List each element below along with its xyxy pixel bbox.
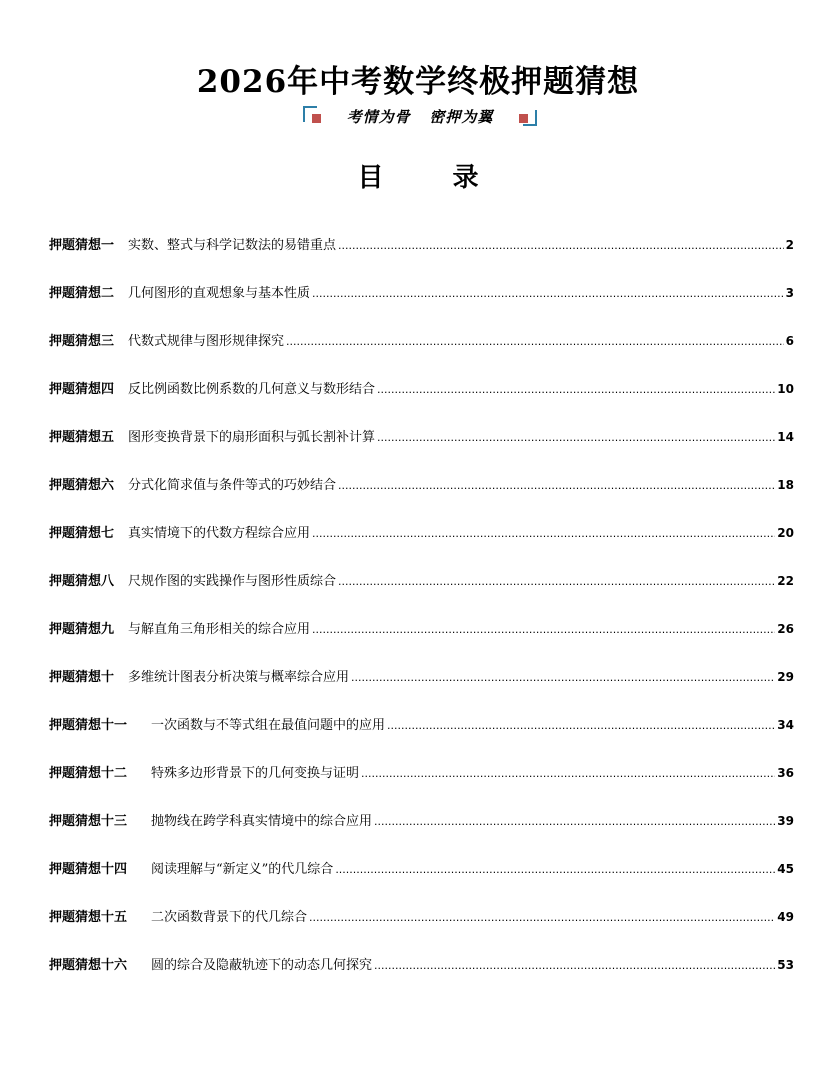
toc-entry-label: 押题猜想二 bbox=[49, 286, 115, 301]
toc-entry-page: 39 bbox=[777, 814, 794, 828]
toc-entry-title: 抛物线在跨学科真实情境中的综合应用 bbox=[151, 814, 373, 829]
toc-dot-leader bbox=[312, 621, 775, 639]
table-of-contents bbox=[49, 236, 794, 1004]
toc-entry-title: 分式化简求值与条件等式的巧妙结合 bbox=[128, 478, 337, 493]
toc-entry-14[interactable] bbox=[49, 860, 794, 908]
toc-entry-title: 反比例函数比例系数的几何意义与数形结合 bbox=[128, 382, 376, 397]
toc-entry-page: 34 bbox=[777, 718, 794, 732]
toc-entry-page: 18 bbox=[777, 478, 794, 492]
toc-dot-leader bbox=[338, 477, 775, 495]
document-title: 2026年中考数学终极押题猜想 bbox=[196, 64, 640, 100]
toc-entry-page: 10 bbox=[777, 382, 794, 396]
toc-entry-label: 押题猜想九 bbox=[49, 622, 115, 637]
toc-entry-title: 实数、整式与科学记数法的易错重点 bbox=[128, 238, 337, 253]
toc-dot-leader bbox=[374, 813, 775, 831]
toc-entry-10[interactable] bbox=[49, 668, 794, 716]
toc-entry-11[interactable] bbox=[49, 716, 794, 764]
toc-dot-leader bbox=[377, 381, 775, 399]
toc-dot-leader bbox=[312, 525, 775, 543]
toc-entry-1[interactable] bbox=[49, 236, 794, 284]
toc-entry-label: 押题猜想十二 bbox=[49, 766, 128, 781]
toc-entry-title: 与解直角三角形相关的综合应用 bbox=[128, 622, 311, 637]
toc-entry-title: 阅读理解与“新定义”的代几综合 bbox=[151, 862, 334, 877]
toc-entry-title: 真实情境下的代数方程综合应用 bbox=[128, 526, 311, 541]
toc-entry-8[interactable] bbox=[49, 572, 794, 620]
right-bracket-decoration bbox=[523, 110, 537, 126]
toc-entry-page: 36 bbox=[777, 766, 794, 780]
toc-entry-5[interactable] bbox=[49, 428, 794, 476]
toc-entry-label: 押题猜想四 bbox=[49, 382, 115, 397]
toc-entry-page: 45 bbox=[777, 862, 794, 876]
toc-dot-leader bbox=[377, 429, 775, 447]
toc-entry-label: 押题猜想五 bbox=[49, 430, 115, 445]
toc-entry-2[interactable] bbox=[49, 284, 794, 332]
toc-entry-label: 押题猜想一 bbox=[49, 238, 115, 253]
toc-entry-title: 圆的综合及隐蔽轨迹下的动态几何探究 bbox=[151, 958, 373, 973]
toc-entry-3[interactable] bbox=[49, 332, 794, 380]
toc-dot-leader bbox=[335, 861, 775, 879]
toc-entry-page: 20 bbox=[777, 526, 794, 540]
toc-entry-title: 二次函数背景下的代几综合 bbox=[151, 910, 308, 925]
toc-entry-page: 26 bbox=[777, 622, 794, 636]
toc-entry-16[interactable] bbox=[49, 956, 794, 1004]
toc-entry-title: 几何图形的直观想象与基本性质 bbox=[128, 286, 311, 301]
toc-dot-leader bbox=[387, 717, 775, 735]
toc-entry-page: 14 bbox=[777, 430, 794, 444]
toc-entry-label: 押题猜想十 bbox=[49, 670, 115, 685]
toc-entry-title: 多维统计图表分析决策与概率综合应用 bbox=[128, 670, 350, 685]
toc-dot-leader bbox=[309, 909, 775, 927]
toc-entry-page: 49 bbox=[777, 910, 794, 924]
toc-heading: 目 录 bbox=[357, 163, 509, 193]
toc-dot-leader bbox=[312, 285, 784, 303]
toc-entry-page: 3 bbox=[785, 286, 794, 300]
toc-entry-label: 押题猜想十五 bbox=[49, 910, 128, 925]
toc-entry-label: 押题猜想十一 bbox=[49, 718, 128, 733]
subtitle-banner bbox=[303, 106, 537, 128]
toc-entry-title: 特殊多边形背景下的几何变换与证明 bbox=[151, 766, 360, 781]
toc-entry-page: 2 bbox=[785, 238, 794, 252]
toc-dot-leader bbox=[361, 765, 775, 783]
toc-entry-13[interactable] bbox=[49, 812, 794, 860]
toc-entry-title: 代数式规律与图形规律探究 bbox=[128, 334, 285, 349]
toc-dot-leader bbox=[286, 333, 784, 351]
toc-entry-page: 22 bbox=[777, 574, 794, 588]
toc-entry-label: 押题猜想十四 bbox=[49, 862, 128, 877]
toc-entry-label: 押题猜想十六 bbox=[49, 958, 128, 973]
toc-entry-label: 押题猜想七 bbox=[49, 526, 115, 541]
toc-dot-leader bbox=[338, 237, 784, 255]
toc-dot-leader bbox=[338, 573, 775, 591]
toc-entry-6[interactable] bbox=[49, 476, 794, 524]
toc-entry-12[interactable] bbox=[49, 764, 794, 812]
toc-dot-leader bbox=[374, 957, 775, 975]
toc-entry-title: 一次函数与不等式组在最值问题中的应用 bbox=[151, 718, 386, 733]
toc-entry-label: 押题猜想八 bbox=[49, 574, 115, 589]
toc-entry-title: 图形变换背景下的扇形面积与弧长割补计算 bbox=[128, 430, 376, 445]
toc-entry-label: 押题猜想三 bbox=[49, 334, 115, 349]
toc-dot-leader bbox=[351, 669, 775, 687]
toc-entry-15[interactable] bbox=[49, 908, 794, 956]
toc-entry-page: 29 bbox=[777, 670, 794, 684]
toc-entry-label: 押题猜想六 bbox=[49, 478, 115, 493]
document-subtitle: 考情为骨 密押为翼 bbox=[346, 108, 494, 126]
toc-entry-label: 押题猜想十三 bbox=[49, 814, 128, 829]
toc-entry-title: 尺规作图的实践操作与图形性质综合 bbox=[128, 574, 337, 589]
toc-entry-9[interactable] bbox=[49, 620, 794, 668]
toc-entry-4[interactable] bbox=[49, 380, 794, 428]
left-square-decoration bbox=[312, 114, 321, 123]
toc-entry-7[interactable] bbox=[49, 524, 794, 572]
toc-entry-page: 53 bbox=[777, 958, 794, 972]
toc-entry-page: 6 bbox=[785, 334, 794, 348]
